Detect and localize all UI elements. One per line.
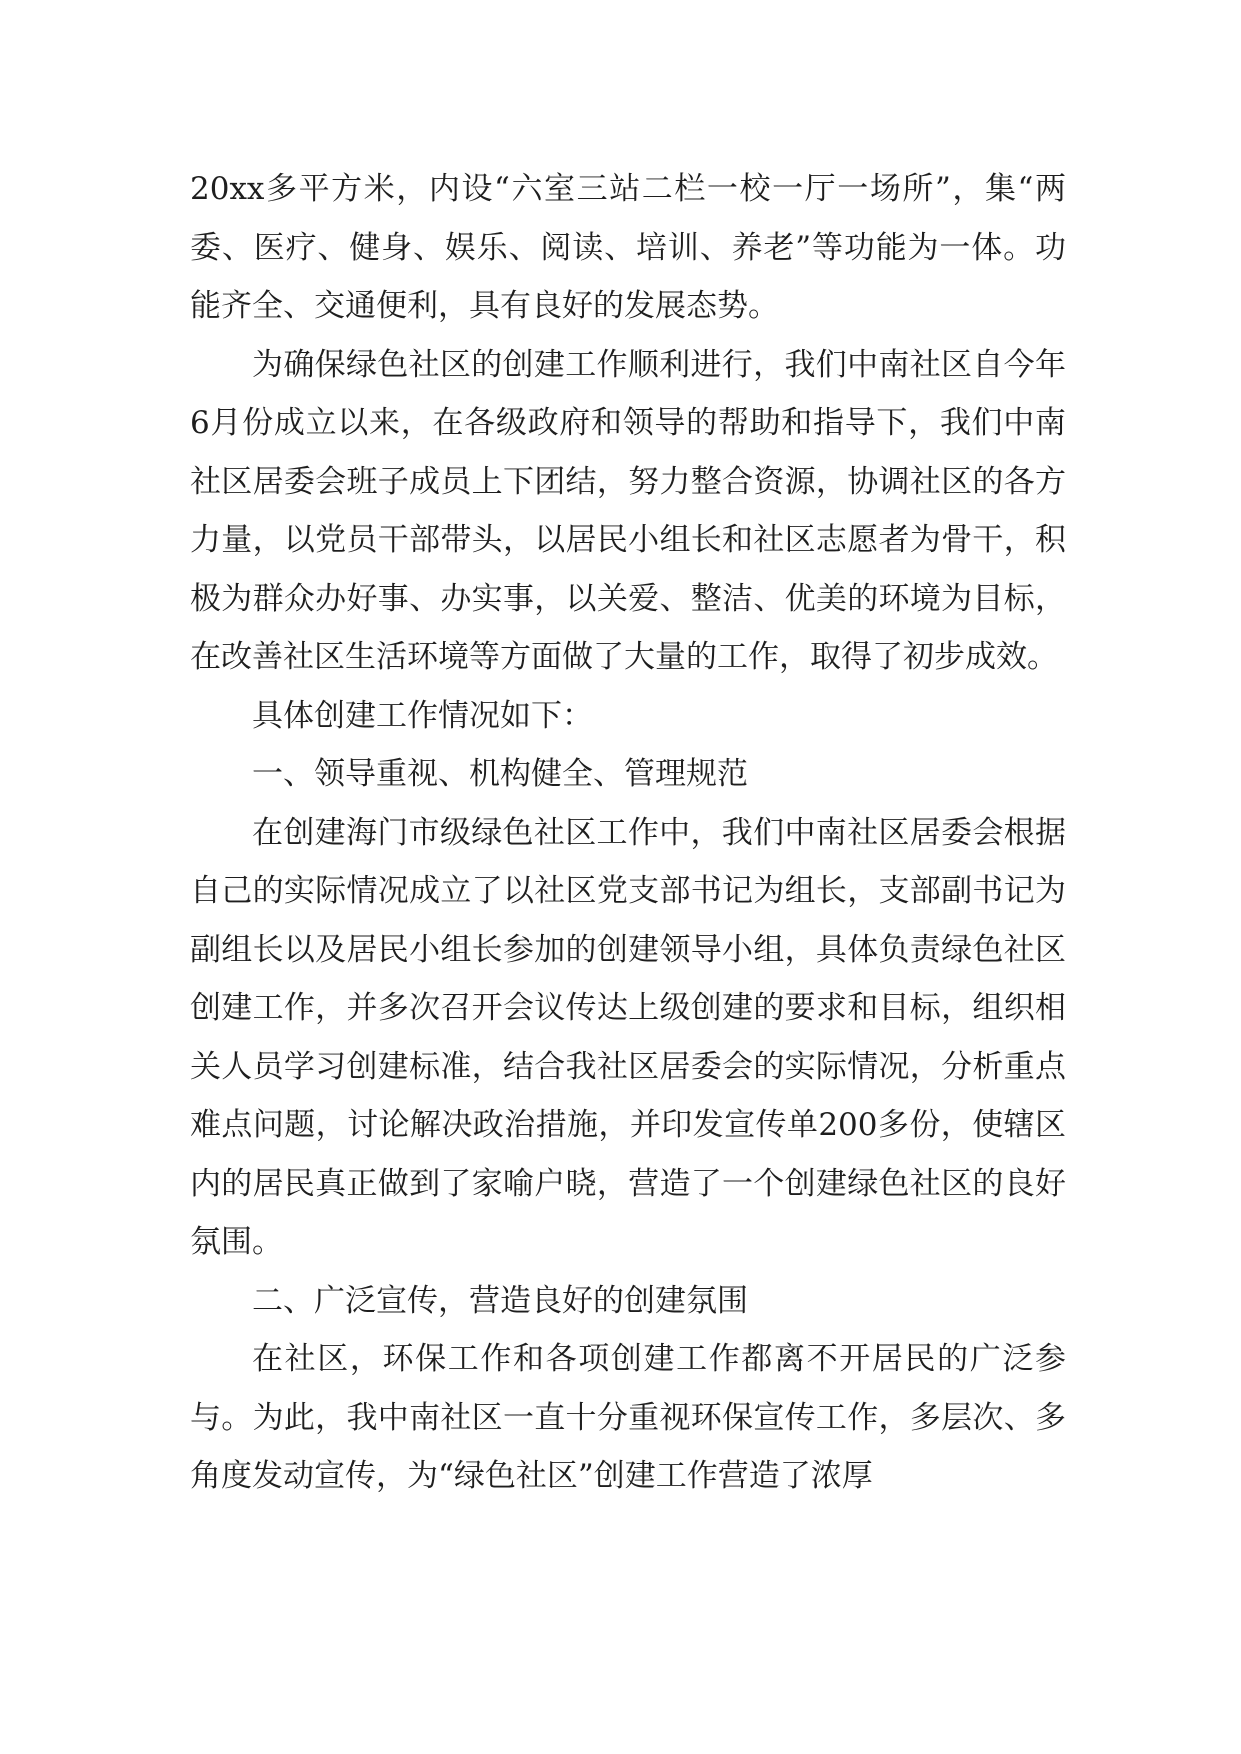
paragraph-green-community-intro: 为确保绿色社区的创建工作顺利进行，我们中南社区自今年6月份成立以来，在各级政府和领导的帮助和指导下，我们中南社区居委会班子成员上下团结，努力整合资源，协调社区的各方力量，以党员干部带头，以居民小组长和社区志愿者为骨干，积极为群众办好事、办实事，以关爱、整洁、优美的环境为目标，在改善社区生活环境等方面做了大量的工作，取得了初步成效。 (190, 346, 1066, 675)
section-heading-leadership: 一、领导重视、机构健全、管理规范 (252, 756, 748, 792)
document-body (190, 160, 1066, 1506)
paragraph-publicity-details: 在社区，环保工作和各项创建工作都离不开居民的广泛参与。为此，我中南社区一直十分重视环保宣传工作，多层次、多角度发动宣传，为“绿色社区”创建工作营造了浓厚 (190, 1341, 1066, 1494)
section-heading-publicity: 二、广泛宣传，营造良好的创建氛围 (252, 1282, 748, 1319)
paragraph-facility-overview: 20xx多平方米，内设“六室三站二栏一校一厅一场所”，集“两委、医疗、健身、娱乐、阅读、培训、养老”等功能为一体。功能齐全、交通便利，具有良好的发展态势。 (190, 171, 1066, 324)
paragraph-work-summary-lead: 具体创建工作情况如下： (252, 697, 593, 734)
paragraph-leadership-details: 在创建海门市级绿色社区工作中，我们中南社区居委会根据自己的实际情况成立了以社区党支部书记为组长，支部副书记为副组长以及居民小组长参加的创建领导小组，具体负责绿色社区创建工作，并多次召开会议传达上级创建的要求和目标，组织相关人员学习创建标准，结合我社区居委会的实际情况，分析重点难点问题，讨论解决政治措施，并印发宣传单200多份，使辖区内的居民真正做到了家喻户晓，营造了一个创建绿色社区的良好氛围。 (190, 814, 1066, 1260)
